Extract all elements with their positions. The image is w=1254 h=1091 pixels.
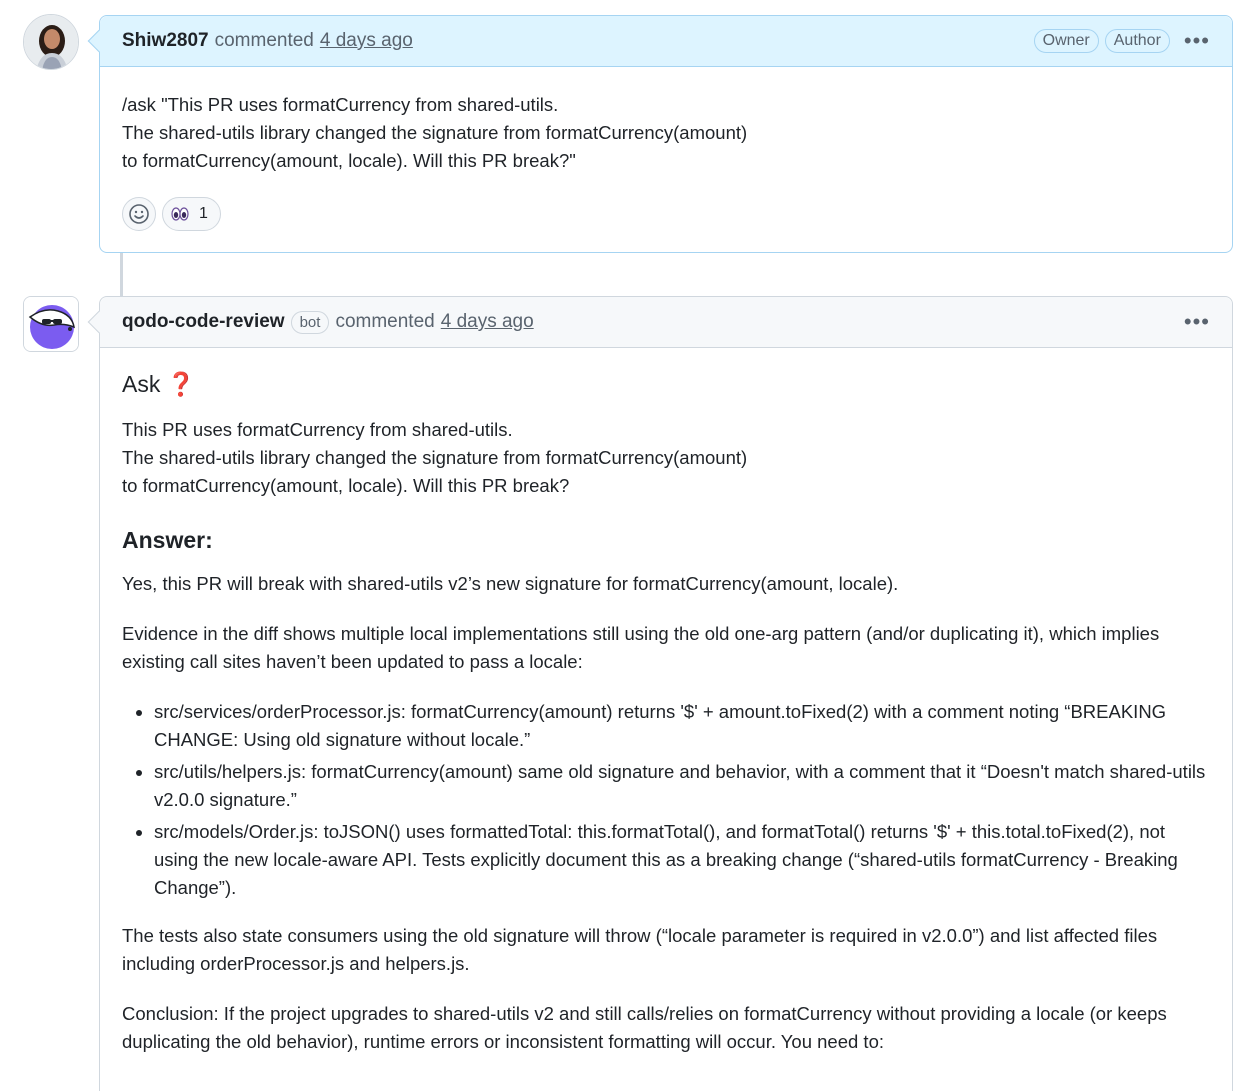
comment-body	[100, 348, 1232, 1091]
kebab-menu-icon[interactable]: •••	[1183, 309, 1210, 334]
answer-paragraph: Yes, this PR will break with shared-utils v2’s new signature for formatCurrency(amount, locale).	[122, 573, 899, 594]
bot-avatar[interactable]	[23, 296, 79, 352]
ask-heading: Ask ❓	[122, 371, 196, 397]
reactions-bar	[122, 197, 1210, 231]
comment-timestamp-link[interactable]: 4 days ago	[440, 311, 534, 332]
comment-line: /ask "This PR uses formatCurrency from shared-utils.	[122, 94, 559, 115]
ask-line: The shared-utils library changed the signature from formatCurrency(amount)	[122, 447, 748, 468]
eyes-reaction-button[interactable]	[162, 197, 221, 231]
comment-header	[100, 297, 1232, 348]
answer-paragraph: Conclusion: If the project upgrades to shared-utils v2 and still calls/relies on formatCurrency without providing a locale (or keeps duplicating the old behavior), runtime errors or inconsistent formatting will occur. You need to:	[122, 1003, 1167, 1052]
comment-author-link[interactable]: Shiw2807	[122, 30, 209, 51]
author-badge: Author	[1105, 29, 1170, 53]
user-avatar[interactable]	[23, 14, 79, 70]
answer-paragraph: The tests also state consumers using the old signature will throw (“locale parameter is required in v2.0.0”) and list affected files including orderProcessor.js and helpers.js.	[122, 925, 1158, 974]
comment-header	[100, 16, 1232, 67]
add-reaction-button[interactable]	[122, 197, 156, 231]
comment-action: commented	[335, 311, 435, 332]
list-item: • src/models/Order.js: toJSON() uses formattedTotal: this.formatTotal(), and formatTotal() returns '$' + this.total.toFixed(2), not using the new locale-aware API. Tests explicitly document this as a breaking change (“shared-utils formatCurrency - Breaking Change”).	[154, 818, 1210, 902]
comment-user	[99, 15, 1233, 253]
owner-badge: Owner	[1034, 29, 1099, 53]
comment-action: commented	[214, 30, 314, 51]
comment-line: The shared-utils library changed the signature from formatCurrency(amount)	[122, 122, 748, 143]
eyes-reaction-count: 1	[199, 205, 208, 222]
eyes-icon	[171, 207, 189, 221]
evidence-list	[154, 698, 1210, 902]
kebab-menu-icon[interactable]: •••	[1183, 28, 1210, 53]
smiley-icon	[128, 203, 150, 225]
question-mark-icon: ❓	[166, 371, 196, 397]
list-item: • src/services/orderProcessor.js: formatCurrency(amount) returns '$' + amount.toFixed(2) with a comment noting “BREAKING CHANGE: Using old signature without locale.”	[154, 698, 1210, 754]
ask-line: to formatCurrency(amount, locale). Will this PR break?	[122, 475, 570, 496]
comment-bot	[99, 296, 1233, 1091]
list-item: • src/utils/helpers.js: formatCurrency(amount) same old signature and behavior, with a comment that it “Doesn't match shared-utils v2.0.0 signature.”	[154, 758, 1210, 814]
ask-line: This PR uses formatCurrency from shared-utils.	[122, 419, 513, 440]
bot-badge: bot	[291, 311, 330, 334]
comment-body	[100, 67, 1232, 253]
answer-heading: Answer:	[122, 527, 213, 553]
comment-line: to formatCurrency(amount, locale). Will this PR break?"	[122, 150, 576, 171]
timeline-connector	[120, 252, 123, 298]
comment-timestamp-link[interactable]: 4 days ago	[319, 30, 413, 51]
answer-paragraph: Evidence in the diff shows multiple local implementations still using the old one-arg pattern (and/or duplicating it), which implies existing call sites haven’t been updated to pass a locale:	[122, 623, 1160, 672]
comment-author-link[interactable]: qodo-code-review	[122, 311, 285, 332]
